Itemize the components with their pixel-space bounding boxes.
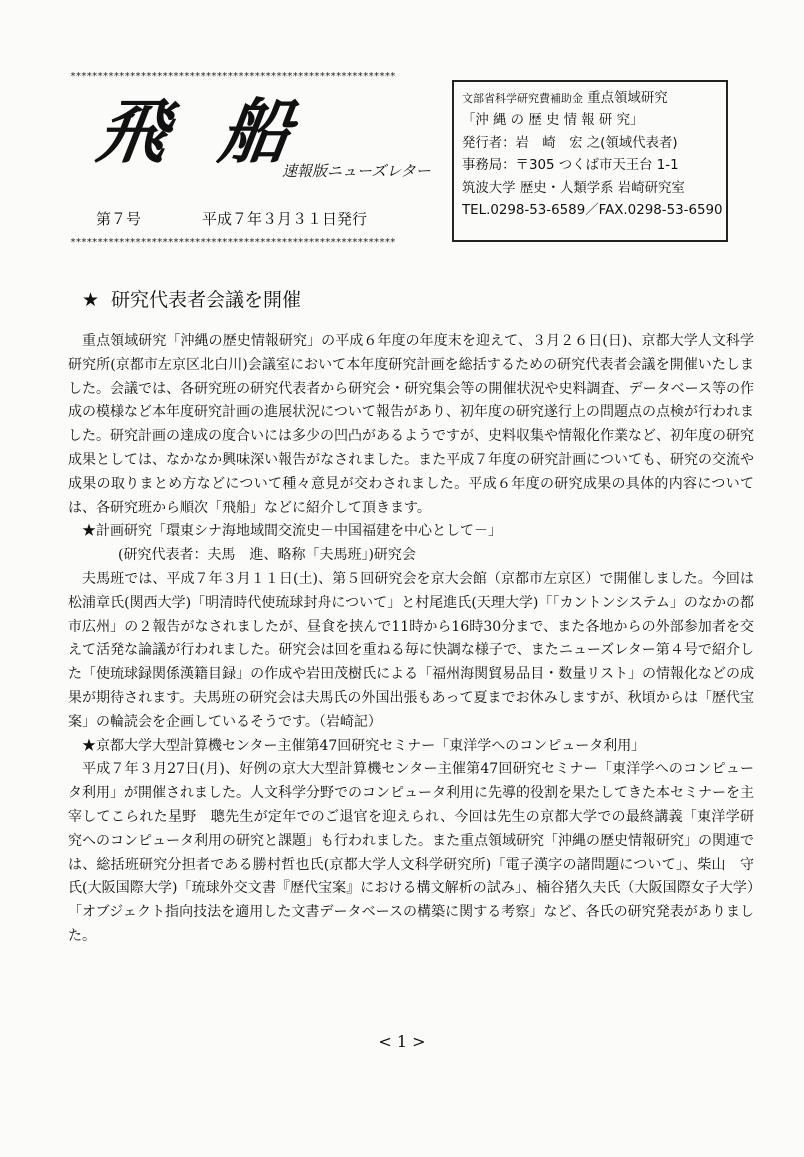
masthead-divider-bottom: ************************************************************	[70, 238, 396, 248]
star-icon: ★	[82, 289, 100, 311]
masthead-divider-top: ************************************************************	[70, 72, 396, 82]
section-title-fuma: ★計画研究「環東シナ海地域間交流史－中国福建を中心として－」	[82, 523, 502, 540]
issue-date: 平成７年３月３１日発行	[202, 210, 368, 228]
publisher-info-box	[452, 80, 728, 242]
office-lab: 筑波大学 歴史・人類学系 岩崎研究室	[462, 180, 685, 196]
paragraph-fuma-group: 夫馬班では、平成７年３月１１日(土)、第５回研究会を京大会館（京都市左京区）で開催しました。今回は松浦章氏(関西大学)「明清時代使琉球封舟について」と村尾進氏(天理大学)「「カントンシステム」のなかの都市広州」の２報告がなされましたが、昼食を挟んで11時から16時30分まで、また各地からの外部参加者を交えて活発な論議が行われました。研究会は回を重ねる毎に快調な様子で、またニューズレター第４号で紹介した「使琉球録関係漢籍目録」の作成や岩田茂樹氏による「福州海関貿易品目・数量リスト」の情報化などの成果が期待されます。夫馬班の研究会は夫馬氏の外国出張もあって夏までお休みしますが、秋頃からは「歴代宝案」の輪読会を企画しているそうです。（岩崎記）	[68, 570, 754, 730]
section-representative: (研究代表者：夫馬 進、略称「夫馬班」)研究会	[118, 547, 416, 564]
issue-number: 第７号	[96, 210, 142, 228]
project-name: 「沖 縄 の 歴 史 情 報 研 究」	[462, 113, 644, 129]
article-heading-text: 研究代表者会議を開催	[111, 289, 302, 311]
project-category: 重点領域研究	[587, 91, 668, 106]
newsletter-title: 飛 船	[92, 91, 311, 173]
page-number: < 1 >	[378, 1032, 426, 1051]
contact-numbers: TEL.0298-53-6589／FAX.0298-53-6590	[462, 202, 723, 218]
article-body	[68, 330, 754, 949]
grant-label: 文部省科学研究費補助金	[462, 92, 583, 105]
paragraph-meeting: 重点領域研究「沖縄の歴史情報研究」の平成６年度の年度末を迎えて、３月２６日(日)、京都大学人文科学研究所(京都市左京区北白川)会議室において本年度研究計画を総括するための研究代表者会議を開催いたしました。会議では、各研究班の研究代表者から研究会・研究集会等の開催状況や史料調査、データベース等の作成の模様など本年度研究計画の進展状況について報告があり、初年度の研究遂行上の問題点の点検が行われました。研究計画の達成の度合いには多少の凹凸があるようですが、史料収集や情報化作業など、初年度の研究成果としては、なかなか興味深い報告がなされました。また平成７年度の研究計画についても、研究の交流や成果の取りまとめ方などについて種々意見が交わされました。平成６年度の研究成果の具体的内容については、各研究班から順次「飛船」などに紹介して頂きます。	[68, 333, 754, 516]
grant-line	[462, 88, 726, 110]
paragraph-seminar: 平成７年３月27日(月)、好例の京大大型計算機センター主催第47回研究セミナー「東洋学へのコンピュータ利用」が開催されました。人文科学分野でのコンピュータ利用に先導的役割を果たしてきた本セミナーを主宰してこられた星野 聰先生が定年でのご退官を迎えられ、今回は先生の京都大学での最終講義「東洋学研究へのコンピュータ利用の研究と課題」も行われました。また重点領域研究「沖縄の歴史情報研究」の関連では、総括班研究分担者である勝村哲也氏(京都大学人文科学研究所)「電子漢字の諸問題について」、柴山 守氏(大阪国際大学)「琉球外交文書『歴代宝案』における構文解析の試み」、楠谷猪久夫氏（大阪国際女子大学）「オブジェクト指向技法を適用した文書データベースの構築に関する考察」など、各氏の研究発表がありました。	[68, 761, 754, 944]
article-heading	[82, 285, 301, 312]
section-title-seminar: ★京都大学大型計算機センター主催第47回研究セミナー「東洋学へのコンピュータ利用」	[82, 737, 646, 754]
newsletter-subtitle: 速報版ニューズレター	[282, 162, 431, 180]
publisher: 発行者：岩 崎 宏 之(領域代表者)	[462, 135, 678, 151]
office-address: 事務局：〒305 つくば市天王台 1-1	[462, 158, 679, 174]
